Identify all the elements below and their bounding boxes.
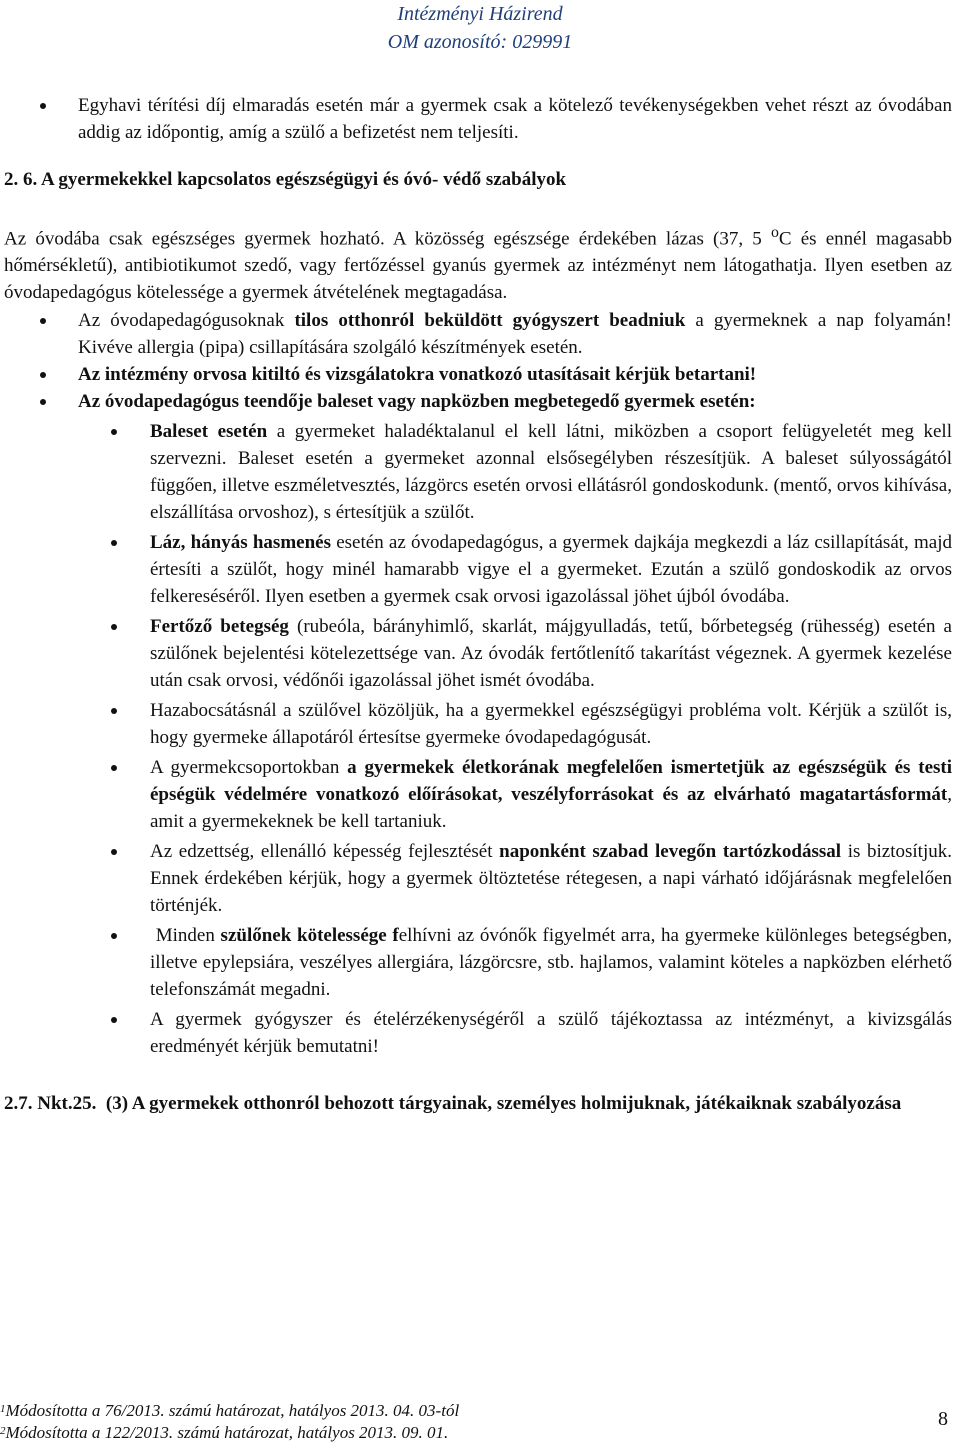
list-item — [0, 388, 960, 415]
accident-text: a gyermeket haladéktalanul el kell látni, miközben a csoport felügyeletét meg kell szervezni. Baleset esetén a gyermeket azonnal elsősegélyben részesítjük. A baleset súlyosságától függően, illetve eszméletvesztés, lázgörcs esetén orvosi ellátásról gondoskodunk. (mentő, orvos kihívása, elszállítása orvoshoz), s értesítjük a szülőt. — [150, 421, 952, 524]
medicine-bold: tilos otthonról beküldött gyógyszert beadniuk — [294, 310, 686, 332]
infection-bold: Fertőző betegség — [150, 616, 289, 638]
list-item — [0, 92, 960, 146]
sub-list-item — [0, 697, 960, 751]
fresh-air-text-1: Az edzettség, ellenálló képesség fejlesztését — [150, 841, 500, 863]
footnote-1-number: 1 — [0, 1403, 6, 1415]
intro-paragraph — [0, 219, 960, 306]
bullet-icon — [40, 318, 46, 324]
medicine-text-1: Az óvodapedagógusoknak — [78, 310, 295, 332]
footnote-2-number: 2 — [0, 1425, 6, 1437]
sub-list-item — [0, 418, 960, 526]
fever-text: esetén az óvodapedagógus, a gyermek dajkája megkezdi a láz csillapítását, majd értesíti a szülőt, hogy minél hamarabb vigye el a gyermeket. Ezután a szülő gondoskodik az orvos felkereséséről. Ilyen esetben a gyermek csak orvosi igazolással jöhet újból óvodába. — [150, 532, 953, 608]
document-body — [0, 90, 960, 1117]
groups-bold: a gyermekek életkorának megfelelően ismertetjük az egészségük és testi épségük védelmére vonatkozó előírásokat, veszélyforrásokat és az elvárható magatartásformát — [150, 757, 953, 806]
sub-list-item — [0, 838, 960, 919]
groups-text-1: A gyermekcsoportokban — [150, 757, 348, 779]
footnote-2-text: Módosította a 122/2013. számú határozat, hatályos 2013. 09. 01. — [5, 1423, 449, 1442]
fresh-air-bold: naponként szabad levegőn tartózkodással — [499, 841, 842, 863]
sub-list-item — [0, 613, 960, 694]
sub-list-item — [0, 754, 960, 835]
footnotes — [0, 1400, 960, 1444]
medicine-text-2: a gyermeknek a nap folyamán! Kivéve allergia (pipa) csillapítására szolgáló készítmények esetén. — [78, 310, 952, 359]
doctor-instructions: Az intézmény orvosa kitiltó és vizsgálatokra vonatkozó utasításait kérjük betartani! — [78, 364, 757, 386]
fee-arrears-text: Egyhavi térítési díj elmaradás esetén már a gyermek csak a kötelező tevékenységekben vehet részt az óvodában addig az időpontig, amíg a szülő a befizetést nem teljesíti. — [78, 95, 952, 143]
parent-duty-text-2: elhívni az óvónők figyelmét arra, ha gyermeke különleges betegségben, illetve epylepsiára, veszélyes allergiára, lázgörcsre, stb. hajlamos, valamint köteles a napközben elérhető telefonszámát megadni. — [150, 925, 953, 1001]
intro-text-2: C és ennél magasabb hőmérsékletű), antibiotikumot szedő, vagy fertőzéssel gyanús gyermek az intézményt nem látogathatja. Ilyen esetben az óvodapedagógus kötelessége a gyermek átvételének megtagadása. — [4, 228, 952, 304]
send-home-text: Hazabocsátásnál a szülővel közöljük, ha a gyermekkel egészségügyi probléma volt. Kérjük a szülőt is, hogy gyermeke állapotáról értesítse gyermeke óvodapedagógusát. — [150, 700, 952, 749]
bullet-icon — [111, 1017, 117, 1023]
accident-bold: Baleset esetén — [150, 421, 268, 443]
groups-text-2: , amit a gyermekeknek be kell tartaniuk. — [150, 784, 952, 833]
parent-duty-bold: szülőnek kötelessége f — [220, 925, 399, 947]
header-title: Intézményi Házirend — [397, 3, 563, 25]
sub-list-item — [0, 922, 960, 1003]
page-header — [0, 0, 960, 56]
intro-text-1: Az óvodába csak egészséges gyermek hozható. A közösség egészsége érdekében lázas (37, 5 — [4, 228, 771, 250]
sub-list-item — [0, 529, 960, 610]
bullet-icon — [40, 103, 46, 109]
bullet-icon — [40, 399, 46, 405]
bullet-icon — [111, 765, 117, 771]
list-item — [0, 307, 960, 361]
footnote-1 — [0, 1400, 960, 1422]
list-item — [0, 361, 960, 388]
sub-list-item — [0, 1006, 960, 1060]
section-heading-2-6: 2. 6. A gyermekekkel kapcsolatos egészségügyi és óvó- védő szabályok — [4, 169, 567, 190]
bullet-icon — [111, 624, 117, 630]
parent-duty-text-1: Minden — [150, 925, 221, 947]
bullet-icon — [40, 372, 46, 378]
allergy-info-text: A gyermek gyógyszer és ételérzékenységéről a szülő tájékoztassa az intézményt, a kivizsgálás eredményét kérjük bemutatni! — [150, 1009, 952, 1058]
fever-bold: Láz, hányás hasmenés — [150, 532, 331, 554]
bullet-icon — [111, 933, 117, 939]
bullet-icon — [111, 849, 117, 855]
footnote-1-text: Módosította a 76/2013. számú határozat, hatályos 2013. 04. 03-tól — [5, 1401, 460, 1420]
footnote-2 — [0, 1422, 960, 1444]
fresh-air-text-2: is biztosítjuk. Ennek érdekében kérjük, hogy a gyermek öltöztetése rétegesen, a napi várható időjárásnak megfelelően történjék. — [150, 841, 952, 917]
section-heading-2-7: 2.7. Nkt.25. (3) A gyermekek otthonról behozott tárgyainak, személyes holmijuknak, játékaiknak szabályozása — [4, 1093, 902, 1115]
bullet-icon — [111, 429, 117, 435]
bullet-icon — [111, 708, 117, 714]
header-om-id: OM azonosító: 029991 — [387, 31, 573, 53]
page-number: 8 — [938, 1408, 948, 1430]
teacher-duties-heading: Az óvodapedagógus teendője baleset vagy napközben megbetegedő gyermek esetén: — [78, 391, 756, 413]
bullet-icon — [111, 540, 117, 546]
degree-sup: o — [770, 224, 779, 241]
infection-text: (rubeóla, bárányhimlő, skarlát, májgyulladás, tetű, bőrbetegség (rühesség) esetén a szülőnek bejelentési kötelezettsége van. Az óvodák fertőtlenítő takarítást végeznek. A gyermek kezelése után csak orvosi, védőnői igazolással jöhet ismét óvodába. — [150, 616, 952, 692]
